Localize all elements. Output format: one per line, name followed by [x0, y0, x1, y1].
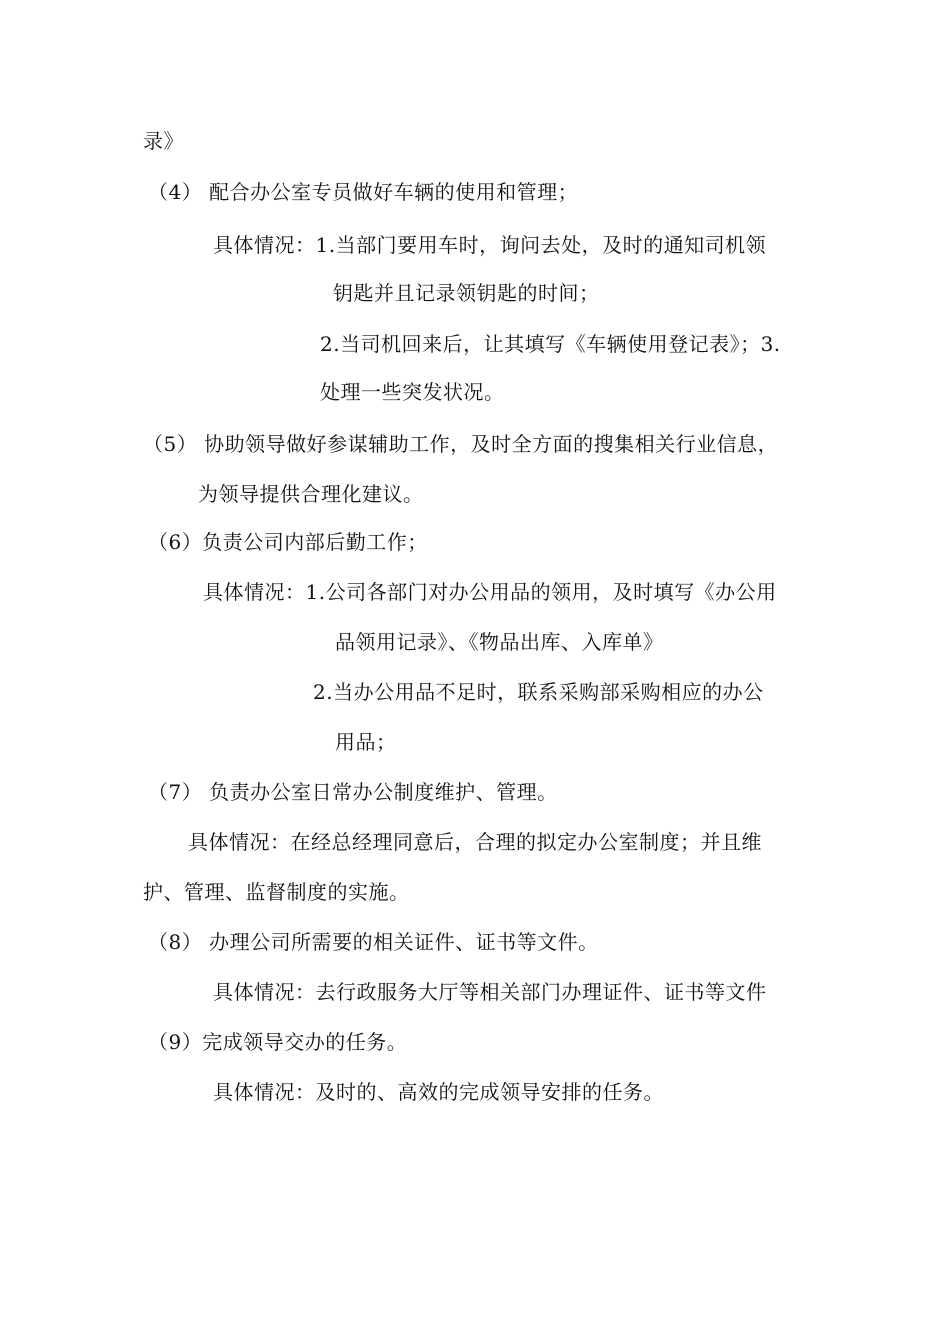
- text-line: 具体情况：在经总经理同意后，合理的拟定办公室制度；并且维: [188, 830, 762, 854]
- text-line: 为领导提供合理化建议。: [198, 482, 424, 506]
- text-line: 2.当办公用品不足时，联系采购部采购相应的办公: [313, 680, 764, 704]
- text-line: 具体情况：1.当部门要用车时，询问去处，及时的通知司机领: [213, 233, 767, 257]
- text-line: （4） 配合办公室专员做好车辆的使用和管理；: [148, 180, 579, 204]
- text-line: 具体情况：1.公司各部门对办公用品的领用，及时填写《办公用: [203, 580, 777, 604]
- text-line: （6）负责公司内部后勤工作；: [148, 530, 428, 554]
- text-line: 处理一些突发状况。: [320, 380, 505, 404]
- text-line: 钥匙并且记录领钥匙的时间；: [333, 281, 600, 305]
- text-line: 护、管理、监督制度的实施。: [143, 880, 410, 904]
- text-line: （8） 办理公司所需要的相关证件、证书等文件。: [148, 930, 599, 954]
- text-line: （9）完成领导交办的任务。: [148, 1030, 408, 1054]
- text-line: 2.当司机回来后，让其填写《车辆使用登记表》；3.: [320, 332, 781, 356]
- text-line: 品领用记录》、《物品出库、入库单》: [335, 630, 664, 654]
- text-line: 录》: [143, 129, 184, 153]
- text-line: 具体情况：去行政服务大厅等相关部门办理证件、证书等文件: [213, 980, 767, 1004]
- text-line: （7） 负责办公室日常办公制度维护、管理。: [148, 780, 558, 804]
- text-line: （5） 协助领导做好参谋辅助工作，及时全方面的搜集相关行业信息，: [143, 432, 779, 456]
- text-line: 具体情况：及时的、高效的完成领导安排的任务。: [213, 1080, 664, 1104]
- text-line: 用品；: [335, 730, 397, 754]
